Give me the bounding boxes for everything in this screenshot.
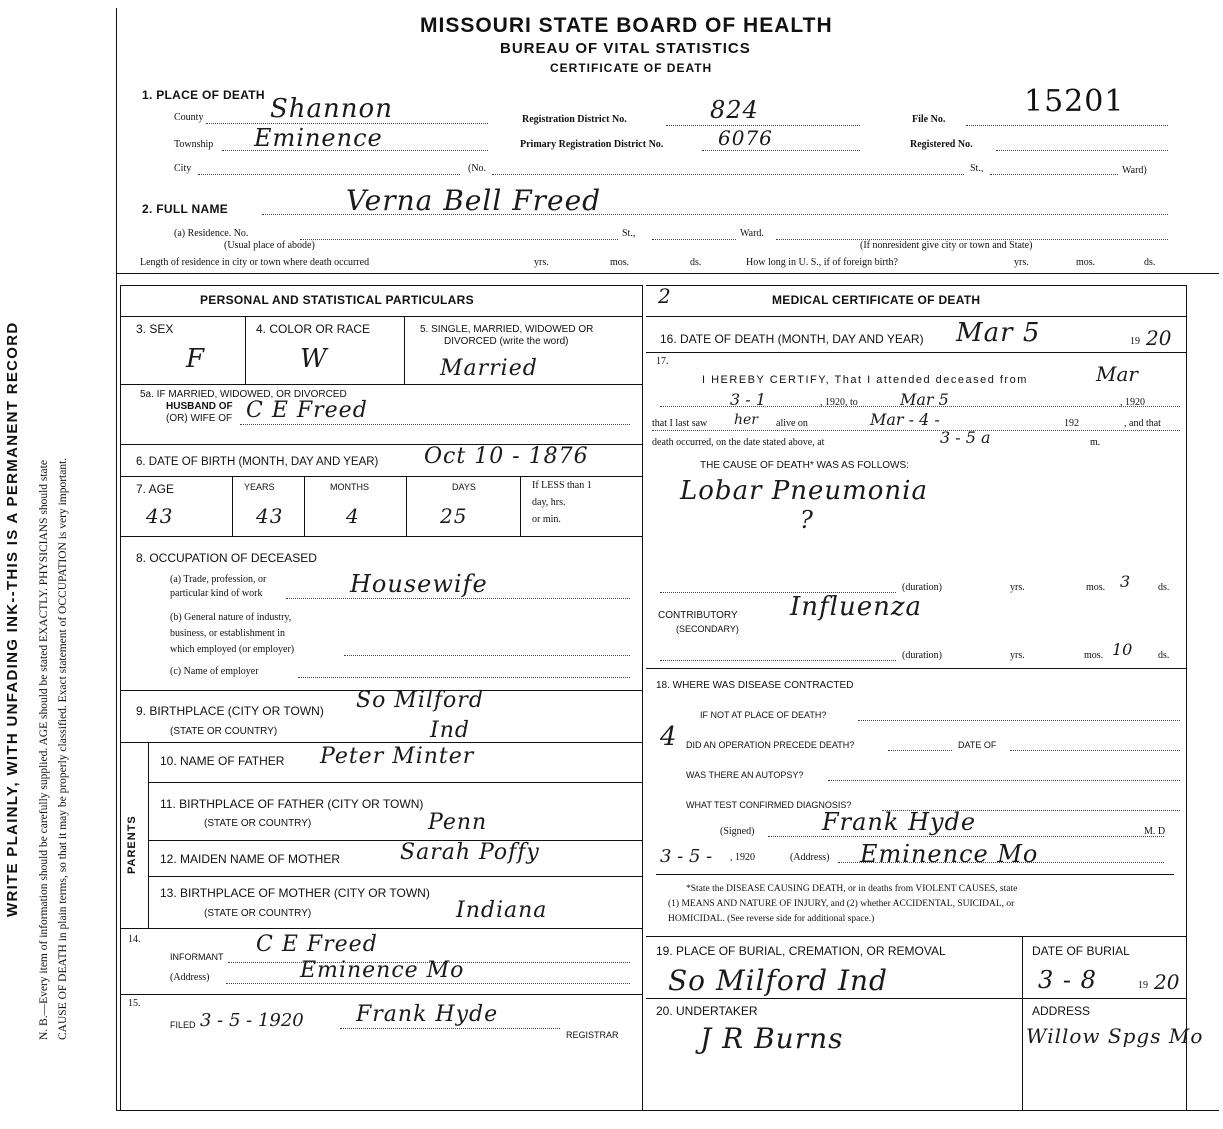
death-time-meridiem: m. [1090, 437, 1101, 448]
color-value: W [300, 344, 328, 374]
less-hrs-label: day, hrs. [532, 497, 566, 508]
death-occurred-label: death occurred, on the date stated above, at [652, 437, 825, 448]
abode-note: (Usual place of abode) [224, 240, 315, 251]
primary-district-line [702, 150, 860, 151]
burial-year-prefix: 19 [1138, 980, 1148, 991]
nb-note-line1: N. B.—Every item of information should be carefully supplied. AGE should be stated EXACTLY. PHYSICIANS should state [38, 460, 50, 1040]
employer-label: (c) Name of employer [170, 666, 259, 677]
grid-line [406, 476, 407, 536]
place-of-death-label: 1. PLACE OF DEATH [142, 88, 265, 102]
length-yrs-label: yrs. [534, 257, 549, 268]
us-ds-label: ds. [1144, 257, 1156, 268]
grid-line [520, 476, 521, 536]
grid-line [148, 840, 642, 841]
years-value: 43 [256, 504, 284, 528]
footnote-line-2: (1) MEANS AND NATURE OF INJURY, and (2) whether ACCIDENTAL, SUICIDAL, or [668, 899, 1015, 909]
dob-label: 6. DATE OF BIRTH (MONTH, DAY AND YEAR) [136, 456, 379, 468]
form-bureau: BUREAU OF VITAL STATISTICS [500, 40, 751, 57]
duration-label-2: (duration) [902, 650, 942, 661]
residence-label: (a) Residence. No. [174, 228, 249, 239]
grid-line [646, 285, 1186, 286]
grid-line [1022, 936, 1023, 1110]
grid-line [120, 994, 642, 995]
city-st-label: St., [970, 163, 984, 174]
signature-date: 3 - 5 - [660, 846, 713, 867]
grid-line [404, 316, 405, 384]
last-saw-label: that I last saw [652, 418, 708, 429]
operation-line [888, 750, 952, 751]
street-line [492, 174, 964, 175]
nonresident-note: (If nonresident give city or town and State) [860, 240, 1033, 251]
registered-no-label: Registered No. [910, 139, 973, 150]
grid-line [646, 668, 1186, 669]
duration-label-1: (duration) [902, 582, 942, 593]
months-value: 4 [346, 504, 360, 528]
days-label: DAYS [452, 482, 476, 492]
grid-line [120, 384, 642, 385]
not-place-of-death-label: IF NOT AT PLACE OF DEATH? [700, 710, 827, 720]
how-long-us-label: How long in U. S., if of foreign birth? [746, 257, 898, 268]
birthplace-state-value: Ind [430, 718, 470, 743]
grid-line [646, 936, 1186, 937]
father-state-label: (STATE OR COUNTRY) [204, 818, 312, 829]
registration-district-value: 824 [710, 96, 759, 124]
last-saw-pronoun: her [734, 412, 758, 428]
md-label: M. D [1144, 826, 1166, 837]
county-value: Shannon [270, 94, 393, 124]
duration-mos-1: mos. [1086, 582, 1106, 593]
registrar-line [340, 1028, 560, 1029]
grid-line [304, 476, 305, 536]
death-time: 3 - 5 a [940, 428, 991, 447]
contributory-label: CONTRIBUTORY [658, 610, 738, 621]
residence-st-line [652, 239, 736, 240]
alive-year: 192 [1064, 418, 1079, 429]
birthplace-label: 9. BIRTHPLACE (CITY OR TOWN) [136, 704, 324, 718]
test-confirmed-label: WHAT TEST CONFIRMED DIAGNOSIS? [686, 800, 852, 810]
length-mos-label: mos. [610, 257, 630, 268]
last-saw-line [652, 430, 1180, 431]
grid-line [120, 316, 642, 317]
operation-mark: 4 [660, 722, 678, 752]
disease-contracted-line [858, 720, 1180, 721]
father-name-value: Peter Minter [320, 744, 475, 769]
attended-from-month: Mar [1096, 362, 1138, 386]
item-17-label: 17. [656, 356, 669, 367]
informant-label: INFORMANT [170, 952, 224, 962]
autopsy-label: WAS THERE AN AUTOPSY? [686, 770, 804, 780]
physician-signature: Frank Hyde [822, 808, 977, 836]
grid-line [656, 874, 1174, 875]
personal-particulars-header: PERSONAL AND STATISTICAL PARTICULARS [200, 293, 474, 307]
city-line [198, 174, 460, 175]
occupation-b-label-2: business, or establishment in [170, 628, 285, 639]
undertaker-address-value: Willow Spgs Mo [1026, 1024, 1204, 1048]
alive-on-date: Mar - 4 - [870, 410, 940, 429]
primary-district-value: 6076 [718, 126, 773, 150]
burial-place-value: So Milford Ind [668, 964, 888, 997]
township-label: Township [174, 139, 214, 150]
marital-label: 5. SINGLE, MARRIED, WIDOWED OR [420, 324, 594, 335]
cause-of-death-extra: ? [800, 506, 814, 534]
occupation-value: Housewife [350, 570, 488, 598]
industry-line [344, 655, 630, 656]
mother-birthplace-value: Indiana [456, 898, 548, 923]
sex-label: 3. SEX [136, 322, 174, 336]
grid-line [120, 536, 642, 537]
county-label: County [174, 112, 204, 123]
footnote-line-1: *State the DISEASE CAUSING DEATH, or in deaths from VIOLENT CAUSES, state [686, 884, 1018, 894]
grid-line [120, 476, 642, 477]
operation-date-line [1010, 750, 1180, 751]
autopsy-line [828, 780, 1180, 781]
attended-to-date: Mar 5 [900, 390, 949, 409]
death-year-prefix: 19 [1130, 336, 1140, 347]
undertaker-value: J R Burns [700, 1022, 844, 1055]
duration-yrs-2: yrs. [1010, 650, 1025, 661]
less-than-day-label: If LESS than 1 [532, 480, 592, 491]
duration-ds-1: ds. [1158, 582, 1170, 593]
informant-address-value: Eminence Mo [300, 958, 465, 983]
primary-district-label: Primary Registration District No. [520, 139, 664, 150]
sex-value: F [186, 344, 206, 374]
grid-line [120, 928, 642, 929]
permanent-record-notice: WRITE PLAINLY, WITH UNFADING INK--THIS IS A PERMANENT RECORD [4, 321, 21, 917]
age-value: 43 [146, 504, 174, 528]
cause-of-death-label: THE CAUSE OF DEATH* WAS AS FOLLOWS: [700, 460, 909, 471]
grid-line [245, 316, 246, 384]
marital-value: Married [440, 356, 538, 381]
informant-address-label: (Address) [170, 972, 210, 983]
form-title: MISSOURI STATE BOARD OF HEALTH [420, 14, 833, 37]
occupation-a-label: (a) Trade, profession, or [170, 574, 267, 585]
form-subtitle: CERTIFICATE OF DEATH [550, 61, 713, 75]
registration-district-label: Registration District No. [522, 114, 627, 125]
file-no-line [966, 125, 1168, 126]
operation-label: DID AN OPERATION PRECEDE DEATH? [686, 740, 855, 750]
duration-mos-2: mos. [1084, 650, 1104, 661]
informant-value: C E Freed [256, 932, 378, 957]
duration-ds-2: ds. [1158, 650, 1170, 661]
us-yrs-label: yrs. [1014, 257, 1029, 268]
length-ds-label: ds. [690, 257, 702, 268]
city-label: City [174, 163, 192, 174]
father-name-label: 10. NAME OF FATHER [160, 754, 285, 768]
dob-value: Oct 10 - 1876 [424, 444, 589, 469]
attended-year-1: , 1920, to [820, 397, 858, 408]
burial-date-value: 3 - 8 [1038, 966, 1097, 994]
residence-st-label: St., [622, 228, 636, 239]
informant-address-line [226, 983, 630, 984]
footnote-line-3: HOMICIDAL. (See reverse side for additional space.) [668, 914, 875, 924]
secondary-label: (SECONDARY) [676, 624, 739, 634]
occupation-b-label-3: which employed (or employer) [170, 644, 295, 655]
grid-line [1186, 285, 1187, 1110]
undertaker-address-label: ADDRESS [1032, 1004, 1091, 1018]
death-year-value: 20 [1146, 326, 1172, 350]
undertaker-label: 20. UNDERTAKER [656, 1004, 758, 1018]
grid-line [120, 285, 121, 1110]
mother-name-label: 12. MAIDEN NAME OF MOTHER [160, 852, 341, 866]
attended-from-day: 3 - 1 [730, 390, 766, 409]
form-bottom-border [116, 1110, 1219, 1111]
grid-line [116, 273, 1219, 274]
birthplace-state-label: (STATE OR COUNTRY) [170, 726, 278, 737]
marital-label-2: DIVORCED (write the word) [444, 336, 569, 347]
physician-address-value: Eminence Mo [860, 840, 1039, 868]
length-residence-label: Length of residence in city or town where death occurred [140, 257, 370, 268]
item-14-label: 14. [128, 934, 141, 945]
signature-line [768, 836, 1164, 837]
spouse-value: C E Freed [246, 398, 368, 423]
duration-line-2 [660, 660, 896, 661]
residence-no-line [300, 239, 618, 240]
grid-line [120, 285, 642, 286]
physician-address-label: (Address) [790, 852, 830, 863]
duration-value-1: 3 [1120, 572, 1131, 591]
age-label: 7. AGE [136, 482, 175, 496]
operation-date-label: DATE OF [958, 740, 997, 750]
spouse-line [240, 424, 630, 425]
duration-yrs-1: yrs. [1010, 582, 1025, 593]
city-ward-label: Ward) [1122, 165, 1147, 176]
nb-note-line2: CAUSE OF DEATH in plain terms, so that it may be properly classified. Exact statement of OCCUPATION is very important. [57, 457, 69, 1040]
medical-header: MEDICAL CERTIFICATE OF DEATH [772, 293, 981, 307]
color-label: 4. COLOR OR RACE [256, 322, 371, 336]
signed-label: (Signed) [720, 826, 755, 837]
file-no-label: File No. [912, 114, 946, 125]
grid-line [120, 742, 642, 743]
spouse-label: 5a. IF MARRIED, WIDOWED, OR DIVORCED [140, 389, 347, 400]
burial-year-value: 20 [1154, 970, 1180, 994]
and-that-label: , and that [1124, 418, 1161, 429]
residence-ward-label: Ward. [740, 228, 764, 239]
grid-line [646, 316, 1186, 317]
city-no-label: (No. [468, 163, 487, 174]
parents-label: PARENTS [126, 815, 138, 874]
father-birthplace-value: Penn [428, 810, 488, 835]
grid-line [148, 876, 642, 877]
occupation-line [286, 598, 630, 599]
date-of-death-label: 16. DATE OF DEATH (MONTH, DAY AND YEAR) [660, 332, 924, 346]
occupation-label: 8. OCCUPATION OF DECEASED [136, 551, 317, 565]
grid-line [148, 742, 149, 928]
birthplace-city-value: So Milford [356, 688, 484, 713]
full-name-value: Verna Bell Freed [346, 184, 602, 217]
filed-date: 3 - 5 - 1920 [200, 1010, 304, 1031]
us-mos-label: mos. [1076, 257, 1096, 268]
form-left-border [116, 8, 117, 1111]
employer-line [298, 677, 630, 678]
medical-mark: 2 [658, 284, 672, 308]
filed-label: FILED [170, 1020, 196, 1030]
alive-on-label: alive on [776, 418, 808, 429]
months-label: MONTHS [330, 482, 369, 492]
mother-birthplace-label: 13. BIRTHPLACE OF MOTHER (CITY OR TOWN) [160, 886, 430, 900]
disease-contracted-label: 18. WHERE WAS DISEASE CONTRACTED [656, 680, 854, 691]
township-value: Eminence [254, 124, 383, 152]
file-no-value: 15201 [1024, 84, 1125, 119]
grid-line [232, 476, 233, 536]
registrar-signature: Frank Hyde [356, 1002, 499, 1027]
full-name-label: 2. FULL NAME [142, 202, 229, 216]
cause-of-death-value: Lobar Pneumonia [680, 476, 928, 506]
days-value: 25 [440, 504, 468, 528]
signature-year: , 1920 [730, 852, 755, 863]
attended-year-2: , 1920 [1120, 397, 1145, 408]
grid-line [646, 998, 1186, 999]
mother-name-value: Sarah Poffy [400, 840, 540, 865]
column-divider [642, 285, 643, 1110]
grid-line [646, 352, 1186, 353]
duration-value-2: 10 [1112, 640, 1133, 659]
less-min-label: or min. [532, 514, 561, 525]
grid-line [148, 782, 642, 783]
burial-place-label: 19. PLACE OF BURIAL, CREMATION, OR REMOVAL [656, 944, 946, 958]
mother-state-label: (STATE OR COUNTRY) [204, 908, 312, 919]
years-label: YEARS [244, 482, 275, 492]
date-of-death-value: Mar 5 [956, 318, 1041, 348]
ward-line [990, 174, 1118, 175]
burial-date-label: DATE OF BURIAL [1032, 944, 1130, 958]
item-15-label: 15. [128, 998, 141, 1009]
occupation-a-label-2: particular kind of work [170, 588, 263, 599]
wife-of-label: (OR) WIFE OF [166, 413, 233, 424]
occupation-b-label: (b) General nature of industry, [170, 612, 292, 623]
registered-no-line [996, 150, 1168, 151]
husband-of-label: HUSBAND OF [166, 401, 233, 412]
certify-text: I HEREBY CERTIFY, That I attended deceased from [702, 374, 1028, 386]
father-birthplace-label: 11. BIRTHPLACE OF FATHER (CITY OR TOWN) [160, 797, 424, 811]
registrar-label: REGISTRAR [566, 1030, 619, 1040]
contributory-value: Influenza [790, 592, 923, 622]
